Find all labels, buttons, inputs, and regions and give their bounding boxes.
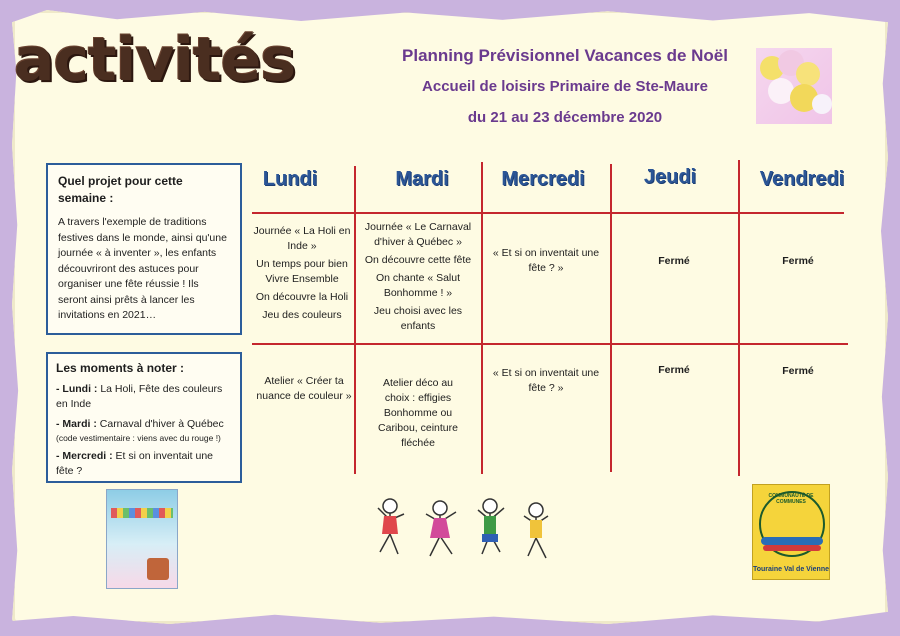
cake-illustration bbox=[147, 558, 169, 580]
day-header-jeudi: Jeudi bbox=[643, 166, 697, 188]
activity-text: On chante « Salut Bonhomme ! » bbox=[375, 272, 461, 299]
cell-mardi-morning bbox=[358, 220, 478, 337]
moment-day-label: - Lundi : bbox=[56, 383, 98, 395]
activity-text: « Et si on inventait une fête ? » bbox=[492, 367, 600, 394]
cell-vendredi-afternoon: Fermé bbox=[782, 365, 814, 377]
date-range: du 21 au 23 décembre 2020 bbox=[467, 109, 663, 126]
bunting-decoration bbox=[111, 508, 173, 518]
activity-text: Journée « La Holi en Inde » bbox=[253, 225, 351, 252]
moment-text: Carnaval d'hiver à Québec bbox=[99, 418, 224, 430]
logo-wave-red bbox=[763, 545, 821, 551]
page-title: Planning Prévisionnel Vacances de Noël bbox=[402, 46, 728, 65]
grid-line-top bbox=[252, 212, 844, 214]
grid-column-divider bbox=[738, 160, 740, 476]
moment-day-label: - Mercredi : bbox=[56, 450, 113, 462]
moment-item bbox=[56, 417, 232, 444]
project-box-title: Quel projet pour cette semaine : bbox=[58, 174, 183, 205]
cell-jeudi-morning: Fermé bbox=[658, 255, 690, 267]
cell-mardi-afternoon bbox=[370, 376, 466, 454]
logo-ring-text: COMMUNAUTÉ DE COMMUNES bbox=[768, 493, 814, 505]
jumping-kids-illustration bbox=[360, 494, 560, 574]
cell-mercredi-morning bbox=[490, 246, 602, 279]
balloons-image bbox=[756, 48, 832, 124]
activity-text: Un temps pour bien Vivre Ensemble bbox=[256, 258, 348, 285]
cell-mercredi-afternoon bbox=[490, 366, 602, 399]
grid-column-divider bbox=[481, 162, 483, 474]
activity-text: On découvre cette fête bbox=[364, 254, 472, 266]
activity-text: Jeu des couleurs bbox=[262, 309, 342, 321]
day-header-mardi: Mardi bbox=[395, 168, 449, 190]
cell-jeudi-afternoon: Fermé bbox=[658, 364, 690, 376]
moment-note: (code vestimentaire : viens avec du rouge !) bbox=[56, 433, 221, 443]
day-header-mercredi: Mercredi bbox=[501, 168, 585, 190]
activites-title-art: activités bbox=[14, 25, 296, 95]
activity-text: On découvre la Holi bbox=[255, 291, 349, 303]
activity-text: Jeu choisi avec les enfants bbox=[373, 305, 463, 332]
program-poster-image bbox=[106, 489, 178, 589]
day-header-vendredi: Vendredi bbox=[759, 168, 845, 190]
cell-lundi-afternoon bbox=[256, 374, 352, 407]
logo-wave-blue bbox=[761, 537, 823, 545]
day-header-lundi: Lundi bbox=[262, 168, 318, 190]
cell-lundi-morning bbox=[250, 224, 354, 326]
activity-text: Journée « Le Carnaval d'hiver à Québec » bbox=[364, 221, 472, 248]
logo-label: Touraine Val de Vienne bbox=[753, 566, 829, 573]
page-subtitle: Accueil de loisirs Primaire de Ste-Maure bbox=[422, 78, 708, 95]
moment-text: La Holi, Fête des couleurs en Inde bbox=[56, 383, 223, 410]
project-box-text: A travers l'exemple de traditions festives dans le monde, ainsi qu'une journée « à inventer », les enfants découvriront des astuces pour organiser une fête réussie ! Ils seront ainsi prêts à lancer les invitations en 2021… bbox=[58, 216, 227, 321]
moments-box-title: Les moments à noter : bbox=[56, 361, 185, 375]
moment-item bbox=[56, 382, 232, 412]
grid-column-divider bbox=[610, 164, 612, 472]
touraine-val-de-vienne-logo bbox=[752, 484, 830, 580]
activity-text: Atelier déco au choix : effigies Bonhomme ou Caribou, ceinture fléchée bbox=[378, 377, 458, 449]
grid-line-middle bbox=[252, 343, 848, 345]
project-box bbox=[46, 163, 242, 335]
cell-vendredi-morning: Fermé bbox=[782, 255, 814, 267]
grid-column-divider bbox=[354, 166, 356, 474]
moment-item bbox=[56, 449, 232, 479]
moment-day-label: - Mardi : bbox=[56, 418, 97, 430]
activity-text: Atelier « Créer ta nuance de couleur » bbox=[256, 375, 352, 402]
moment-text: Et si on inventait une fête ? bbox=[56, 450, 214, 477]
moments-box bbox=[46, 352, 242, 483]
activity-text: « Et si on inventait une fête ? » bbox=[492, 247, 600, 274]
